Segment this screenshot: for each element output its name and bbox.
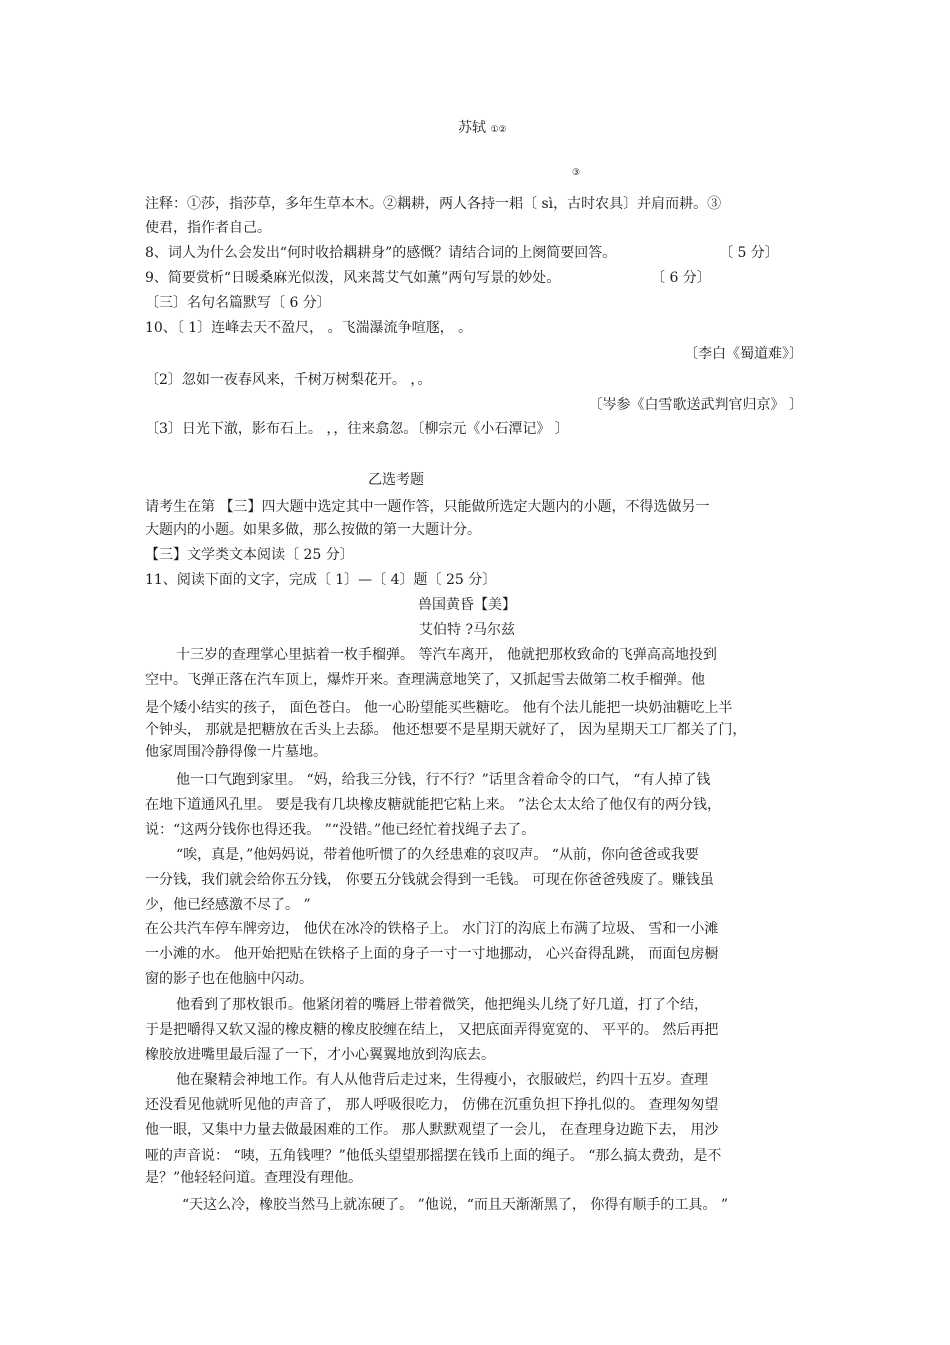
story-line: 哑的声音说： “咦，五角钱哩？”他低头望望那摇摆在钱币上面的绳子。 “那么搞太费劲，是不 xyxy=(145,1148,722,1164)
part-3-heading: 【三】文学类文本阅读〔 25 分〕 xyxy=(145,547,354,563)
poem-author: 苏轼 xyxy=(458,120,486,136)
story-line: 他在聚精会神地工作。有人从他背后走过来，生得瘦小，衣服破烂，约四十五岁。查理 xyxy=(176,1072,708,1088)
story-line: 他看到了那枚银币。他紧闭着的嘴唇上带着微笑，他把绳头儿绕了好几道，打了个结， xyxy=(176,997,708,1013)
story-line: 说：“这两分钱你也得还我。 ”“没错。”他已经忙着找绳子去了。 xyxy=(145,822,536,838)
question-10-3: 〔3〕日光下澈，影布石上。 ，，往来翕忽。〔柳宗元《小石潭记》 〕 xyxy=(145,421,569,437)
story-line: 窗的影子也在他脑中闪动。 xyxy=(145,971,313,987)
question-10-1: 10、〔 1〕连峰去天不盈尺， 。飞湍瀑流争喧豗， 。 xyxy=(145,320,473,336)
story-line: 少，他已经感激不尽了。 ” xyxy=(145,897,311,913)
question-8: 8、词人为什么会发出“何时收拾耦耕身”的感慨？请结合词的上阕简要回答。 xyxy=(145,245,617,261)
section-b-title: 乙选考题 xyxy=(368,472,424,488)
story-author: 艾伯特 ?马尔兹 xyxy=(419,622,515,638)
notes-line-1: 注释：①莎，指莎草，多年生草本木。②耦耕，两人各持一耜〔 sì，古时农具〕并肩而耕。③ xyxy=(145,196,722,212)
story-line: 于是把嚼得又软又湿的橡皮糖的橡皮胶缠在结上， 又把底面弄得宽宽的、 平平的。 然后再把 xyxy=(145,1022,719,1038)
question-10-2-source: 〔岑参《白雪歌送武判官归京》 〕 xyxy=(588,397,803,413)
story-line: 他一口气跑到家里。 “妈，给我三分钱，行不行？”话里含着命令的口气， “有人掉了钱 xyxy=(176,772,711,788)
section-3-heading: 〔三〕名句名篇默写〔 6 分〕 xyxy=(145,295,331,311)
story-line: 一小滩的水。 他开始把贴在铁格子上面的身子一寸一寸地挪动， 心兴奋得乱跳， 而面包房橱 xyxy=(145,946,719,962)
story-line: 一分钱，我们就会给你五分钱， 你要五分钱就会得到一毛钱。 可现在你爸爸残废了。赚钱虽 xyxy=(145,872,714,888)
question-11: 11、阅读下面的文字，完成〔 1〕—〔 4〕题〔 25 分〕 xyxy=(145,572,497,588)
story-line: 十三岁的查理掌心里掂着一枚手榴弹。 等汽车离开， 他就把那枚致命的飞弹高高地投到 xyxy=(176,647,717,663)
story-line: 还没看见他就听见他的声音了， 那人呼吸很吃力， 仿佛在沉重负担下挣扎似的。 查理匆匆望 xyxy=(145,1097,719,1113)
question-10-2: 〔2〕忽如一夜春风来，千树万树梨花开。 ，。 xyxy=(145,372,432,388)
story-line: “唉，真是，”他妈妈说，带着他听惯了的久经患难的哀叹声。 “从前，你向爸爸或我要 xyxy=(176,847,699,863)
poem-author-line xyxy=(458,118,507,140)
question-9-score: 〔 6 分〕 xyxy=(651,270,711,286)
footnote-marker-3: ③ xyxy=(572,168,581,178)
story-line: 在地下道通风孔里。 要是我有几块橡皮糖就能把它粘上来。 ”法仑太太给了他仅有的两分钱， xyxy=(145,797,722,813)
question-8-score: 〔 5 分〕 xyxy=(719,245,779,261)
question-9: 9、简要赏析“日暖桑麻光似泼，风来蒿艾气如薰”两句写景的妙处。 xyxy=(145,270,561,286)
story-line: 个钟头， 那就是把糖放在舌头上去舔。 他还想要不是星期天就好了， 因为星期天工厂都关了门， xyxy=(145,722,747,738)
story-line: 橡胶放进嘴里最后湿了一下，才小心翼翼地放到沟底去。 xyxy=(145,1047,495,1063)
story-line: 他家周围冷静得像一片墓地。 xyxy=(145,744,327,760)
section-b-instruction-1: 请考生在第 【三】四大题中选定其中一题作答，只能做所选定大题内的小题，不得选做另一 xyxy=(145,499,710,515)
story-line: 他一眼，又集中力量去做最困难的工作。 那人默默观望了一会儿， 在查理身边跪下去， 用沙 xyxy=(145,1122,719,1138)
section-b-instruction-2: 大题内的小题。如果多做，那么按做的第一大题计分。 xyxy=(145,522,481,538)
story-line: 空中。飞弹正落在汽车顶上，爆炸开来。查理满意地笑了，又抓起雪去做第二枚手榴弹。他 xyxy=(145,672,705,688)
question-10-1-source: 〔李白《蜀道难》〕 xyxy=(684,346,803,362)
story-line: 是个矮小结实的孩子， 面色苍白。 他一心盼望能买些糖吃。 他有个法儿能把一块奶油糖吃上半 xyxy=(145,700,733,716)
notes-line-2: 使君，指作者自己。 xyxy=(145,220,271,236)
story-line: 在公共汽车停车牌旁边， 他伏在冰冷的铁格子上。 水门汀的沟底上布满了垃圾、 雪和一小滩 xyxy=(145,921,719,937)
story-line: “天这么冷，橡胶当然马上就冻硬了。 ”他说，“而且天渐渐黑了， 你得有顺手的工具。 ” xyxy=(182,1197,728,1213)
story-title: 兽国黄昏【美】 xyxy=(418,597,516,613)
story-line: 是？”他轻轻问道。查理没有理他。 xyxy=(145,1170,363,1186)
footnote-markers: ①② xyxy=(490,125,507,135)
